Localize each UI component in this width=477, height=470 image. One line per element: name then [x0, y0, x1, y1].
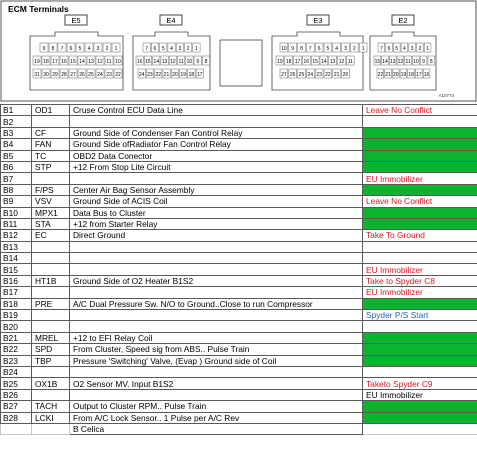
svg-text:E3: E3	[313, 16, 323, 25]
note-cell	[363, 332, 477, 343]
description-cell: Data Bus to Cluster	[70, 207, 363, 218]
e2-pin-number: 20	[392, 72, 399, 78]
e2-pin-number: 10	[413, 59, 419, 65]
e2-pin-number: 8	[429, 59, 433, 65]
e3-pin-number: 21	[333, 72, 340, 78]
e5-pin-number: 30	[43, 72, 49, 78]
table-row	[1, 366, 477, 377]
table-row	[1, 423, 477, 434]
e2-pin-number: 2	[418, 46, 422, 52]
code-cell: SPD	[32, 344, 70, 355]
note-cell	[363, 412, 477, 423]
connector-label-e3	[307, 15, 329, 25]
pin-cell: B8	[1, 184, 32, 195]
note-cell	[363, 355, 477, 366]
table-row	[1, 332, 477, 343]
e5-pin-number: 4	[87, 46, 91, 52]
pin-cell: B27	[1, 401, 32, 412]
note-cell: Take To Ground	[363, 230, 477, 241]
description-cell	[70, 173, 363, 184]
note-cell: EU Immobilizer	[363, 287, 477, 298]
pin-cell: B1	[1, 105, 32, 116]
note-cell	[363, 401, 477, 412]
e3-pin-number: 4	[335, 46, 339, 52]
e2-pin-number: 6	[387, 46, 391, 52]
pin-cell: B13	[1, 241, 32, 252]
e3-pin-number: 1	[361, 46, 365, 52]
e4-pin-number: 8	[204, 59, 208, 65]
table-row	[1, 230, 477, 241]
e2-pin-number: 22	[377, 72, 384, 78]
code-cell: EC	[32, 230, 70, 241]
connector-label-e2	[392, 15, 414, 25]
e4-pin-number: 5	[161, 46, 165, 52]
e3-pin-number: 7	[308, 46, 312, 52]
code-cell: LCKI	[32, 412, 70, 423]
table-row	[1, 287, 477, 298]
note-cell: Take to Spyder C8	[363, 275, 477, 286]
e3-pin-number: 27	[281, 72, 287, 78]
e2-pin-number: 21	[385, 72, 391, 78]
pin-cell: B11	[1, 218, 32, 229]
e4-pin-number: 13	[161, 59, 168, 65]
pin-cell: B12	[1, 230, 32, 241]
pin-cell: B19	[1, 310, 32, 321]
e3-pin-number: 17	[294, 59, 301, 65]
table-row	[1, 116, 477, 127]
pin-cell: B15	[1, 264, 32, 275]
table-row	[1, 355, 477, 366]
e2-pin-number: 14	[382, 59, 388, 65]
e5-pin-number: 27	[70, 72, 76, 78]
e4-pin-number: 12	[170, 59, 176, 65]
code-cell	[32, 241, 70, 252]
connector-label-e5	[65, 15, 87, 25]
e4-pin-number: 7	[145, 46, 149, 52]
e5-pin-number: 16	[61, 59, 67, 65]
svg-text:E5: E5	[71, 16, 81, 25]
note-cell	[363, 161, 477, 172]
svg-text:E4: E4	[166, 16, 176, 25]
description-cell: Output to Cluster RPM.. Pulse Train	[70, 401, 363, 412]
description-cell	[70, 310, 363, 321]
table-row	[1, 344, 477, 355]
description-cell: Pressure 'Switching' Valve, (Evap ) Ground side of Coil	[70, 355, 363, 366]
code-cell	[32, 253, 70, 264]
pin-cell: B17	[1, 287, 32, 298]
e5-pin-number: 29	[52, 72, 58, 78]
table-row	[1, 275, 477, 286]
note-cell: Spyder P/S Start	[363, 310, 477, 321]
pin-cell: B20	[1, 321, 32, 332]
table-row	[1, 173, 477, 184]
e3-pin-number: 19	[277, 59, 283, 65]
description-cell: +12 From Stop Lite Circuit	[70, 161, 363, 172]
e3-pin-number: 9	[291, 46, 295, 52]
e3-pin-number: 23	[316, 72, 322, 78]
description-cell	[70, 241, 363, 252]
table-row	[1, 105, 477, 116]
pin-cell: B26	[1, 389, 32, 400]
e2-pin-number: 19	[400, 72, 407, 78]
e4-pin-number: 20	[172, 72, 178, 78]
connector-label-e4	[160, 15, 182, 25]
e5-pin-number: 5	[78, 46, 82, 52]
code-cell: TBP	[32, 355, 70, 366]
pin-cell: B18	[1, 298, 32, 309]
diagram-code: A10774	[438, 93, 454, 98]
e4-pin-number: 18	[188, 72, 195, 78]
description-cell	[70, 264, 363, 275]
note-cell	[363, 241, 477, 252]
e3-pin-number: 6	[317, 46, 321, 52]
note-cell	[363, 150, 477, 161]
e3-pin-number: 22	[325, 72, 331, 78]
description-cell	[70, 321, 363, 332]
code-cell: OX1B	[32, 378, 70, 389]
description-cell: Ground Side of O2 Heater B1S2	[70, 275, 363, 286]
pinout-table	[0, 104, 477, 435]
pin-cell: B28	[1, 412, 32, 423]
e5-pin-number: 26	[79, 72, 85, 78]
note-cell	[363, 127, 477, 138]
table-row	[1, 184, 477, 195]
e4-pin-number: 17	[196, 72, 203, 78]
e3-pin-number: 8	[300, 46, 303, 52]
pin-cell: B21	[1, 332, 32, 343]
e4-pin-number: 23	[147, 72, 153, 78]
description-cell: A/C Dual Pressure Sw. N/O to Ground..Close to run Compressor	[70, 298, 363, 309]
pin-cell: B16	[1, 275, 32, 286]
pin-cell: B6	[1, 161, 32, 172]
pin-cell: B14	[1, 253, 32, 264]
e3-pin-number: 15	[312, 59, 318, 65]
note-cell	[363, 423, 477, 434]
description-cell: Direct Ground	[70, 230, 363, 241]
e3-pin-number: 16	[303, 59, 310, 65]
description-cell	[70, 389, 363, 400]
e5-pin-number: 1	[114, 46, 118, 52]
table-row	[1, 139, 477, 150]
e4-pin-number: 6	[153, 46, 157, 52]
e2-pin-number: 16	[423, 72, 430, 78]
description-cell: Ground Side of ACIS Coil	[70, 196, 363, 207]
code-cell	[32, 287, 70, 298]
pin-cell: B4	[1, 139, 32, 150]
e3-pin-number: 14	[321, 59, 327, 65]
description-cell: From Cluster, Speed sig from ABS.. Pulse Train	[70, 344, 363, 355]
e3-pin-number: 11	[347, 59, 353, 65]
e3-pin-number: 3	[344, 46, 347, 52]
e5-pin-number: 22	[115, 72, 121, 78]
table-row	[1, 298, 477, 309]
e2-pin-number: 15	[374, 59, 381, 65]
code-cell	[32, 264, 70, 275]
e4-pin-number: 19	[180, 72, 186, 78]
pin-cell: B24	[1, 366, 32, 377]
e3-pin-number: 24	[307, 72, 314, 78]
description-cell: +12 from Starter Relay	[70, 218, 363, 229]
e5-pin-number: 25	[88, 72, 94, 78]
note-cell: Leave No Conflict	[363, 105, 477, 116]
code-cell: F/PS	[32, 184, 70, 195]
description-cell: B Celica	[70, 423, 363, 434]
description-cell	[70, 287, 363, 298]
e5-pin-number: 17	[52, 59, 58, 65]
table-row	[1, 412, 477, 423]
code-cell: STP	[32, 161, 70, 172]
e4-pin-number: 4	[170, 46, 173, 52]
pin-cell: B2	[1, 116, 32, 127]
table-row	[1, 150, 477, 161]
note-cell	[363, 184, 477, 195]
e4-pin-number: 15	[145, 59, 151, 65]
table-row	[1, 321, 477, 332]
e5-pin-number: 15	[70, 59, 76, 65]
e5-pin-number: 19	[34, 59, 40, 65]
code-cell: TC	[32, 150, 70, 161]
e4-pin-number: 24	[138, 72, 145, 78]
code-cell: STA	[32, 218, 70, 229]
e5-pin-number: 10	[115, 59, 121, 65]
note-cell	[363, 321, 477, 332]
e5-pin-number: 8	[51, 46, 55, 52]
e2-pin-number: 17	[416, 72, 422, 78]
e4-pin-number: 9	[196, 59, 200, 65]
code-cell	[32, 423, 70, 434]
description-cell: Center Air Bag Sensor Assembly	[70, 184, 363, 195]
description-cell: O2 Sensor MV. Input B1S2	[70, 378, 363, 389]
code-cell: MREL	[32, 332, 70, 343]
code-cell: MPX1	[32, 207, 70, 218]
e4-pin-number: 21	[163, 72, 170, 78]
description-cell	[70, 116, 363, 127]
description-cell: Cruse Control ECU Data Line	[70, 105, 363, 116]
code-cell	[32, 173, 70, 184]
e5-pin-number: 31	[34, 72, 40, 78]
e5-pin-number: 3	[96, 46, 100, 52]
table-row	[1, 401, 477, 412]
e3-pin-number: 5	[326, 46, 330, 52]
table-row	[1, 310, 477, 321]
description-cell: OBD2 Data Conector	[70, 150, 363, 161]
e3-pin-number: 18	[285, 59, 292, 65]
description-cell: Ground Side ofRadiator Fan Control Relay	[70, 139, 363, 150]
e5-pin-number: 7	[60, 46, 64, 52]
e4-pin-number: 10	[186, 59, 193, 65]
code-cell	[32, 310, 70, 321]
e3-pin-number: 12	[338, 59, 345, 65]
e2-pin-number: 11	[405, 59, 411, 65]
pin-cell: B23	[1, 355, 32, 366]
e2-pin-number: 3	[410, 46, 414, 52]
table-row	[1, 207, 477, 218]
code-cell: OD1	[32, 105, 70, 116]
table-row	[1, 127, 477, 138]
e2-pin-number: 4	[403, 46, 406, 52]
note-cell: Leave No Conflict	[363, 196, 477, 207]
e3-pin-number: 2	[352, 46, 356, 52]
e5-pin-number: 18	[43, 59, 49, 65]
note-cell	[363, 207, 477, 218]
description-cell: From A/C Lock Sensor.. 1 Pulse per A/C Rev	[70, 412, 363, 423]
table-row	[1, 218, 477, 229]
e5-pin-number: 6	[69, 46, 73, 52]
table-row	[1, 196, 477, 207]
description-cell	[70, 366, 363, 377]
note-cell	[363, 253, 477, 264]
e4-pin-number: 16	[136, 59, 143, 65]
e3-pin-number: 10	[281, 46, 287, 52]
e2-pin-number: 1	[426, 46, 429, 52]
code-cell	[32, 321, 70, 332]
e5-pin-number: 14	[79, 59, 85, 65]
svg-text:E2: E2	[398, 16, 408, 25]
pin-cell: B22	[1, 344, 32, 355]
e4-pin-number: 1	[195, 46, 198, 52]
e4-pin-number: 3	[178, 46, 182, 52]
code-cell: CF	[32, 127, 70, 138]
code-cell: FAN	[32, 139, 70, 150]
table-row	[1, 378, 477, 389]
code-cell	[32, 389, 70, 400]
table-row	[1, 161, 477, 172]
note-cell: Taketo Spyder C9	[363, 378, 477, 389]
e5-pin-number: 11	[106, 59, 112, 65]
e5-pin-number: 13	[88, 59, 94, 65]
e4-pin-number: 14	[153, 59, 160, 65]
description-cell: Ground Side of Condenser Fan Control Relay	[70, 127, 363, 138]
e4-pin-number: 11	[178, 59, 184, 65]
code-cell: VSV	[32, 196, 70, 207]
note-cell	[363, 116, 477, 127]
note-cell	[363, 139, 477, 150]
note-cell	[363, 218, 477, 229]
diagram-title: ECM Terminals	[8, 4, 69, 14]
table-row	[1, 389, 477, 400]
e2-pin-number: 9	[422, 59, 425, 65]
e5-pin-number: 9	[42, 46, 46, 52]
pin-cell: B5	[1, 150, 32, 161]
table-row	[1, 241, 477, 252]
code-cell: TACH	[32, 401, 70, 412]
code-cell: PRE	[32, 298, 70, 309]
e3-pin-number: 13	[329, 59, 336, 65]
note-cell: EU Immobilizer	[363, 173, 477, 184]
table-row	[1, 253, 477, 264]
e3-pin-number: 20	[342, 72, 349, 78]
e5-pin-number: 24	[97, 72, 103, 78]
note-cell: EU Immobilizer	[363, 264, 477, 275]
table-row	[1, 264, 477, 275]
note-cell: EU Immobilizer	[363, 389, 477, 400]
e2-pin-number: 5	[395, 46, 399, 52]
e5-pin-number: 2	[105, 46, 109, 52]
e5-pin-number: 12	[97, 59, 103, 65]
e5-pin-number: 28	[61, 72, 67, 78]
code-cell: HT1B	[32, 275, 70, 286]
e3-pin-number: 25	[298, 72, 305, 78]
pin-cell: B9	[1, 196, 32, 207]
pin-cell: B10	[1, 207, 32, 218]
pin-cell: B3	[1, 127, 32, 138]
e4-pin-number: 22	[155, 72, 162, 78]
e4-pin-number: 2	[186, 46, 190, 52]
description-cell	[70, 253, 363, 264]
pin-cell: B25	[1, 378, 32, 389]
e2-pin-number: 12	[397, 59, 404, 65]
e5-pin-number: 23	[106, 72, 112, 78]
pin-cell: B7	[1, 173, 32, 184]
e2-pin-number: 13	[389, 59, 396, 65]
note-cell	[363, 344, 477, 355]
ecm-terminals-diagram	[0, 0, 477, 102]
note-cell	[363, 298, 477, 309]
code-cell	[32, 116, 70, 127]
e3-pin-number: 26	[289, 72, 296, 78]
e2-pin-number: 18	[408, 72, 414, 78]
code-cell	[32, 366, 70, 377]
description-cell: +12 to EFI Relay Coil	[70, 332, 363, 343]
pin-cell	[1, 423, 32, 434]
note-cell	[363, 366, 477, 377]
e2-pin-number: 7	[379, 46, 383, 52]
